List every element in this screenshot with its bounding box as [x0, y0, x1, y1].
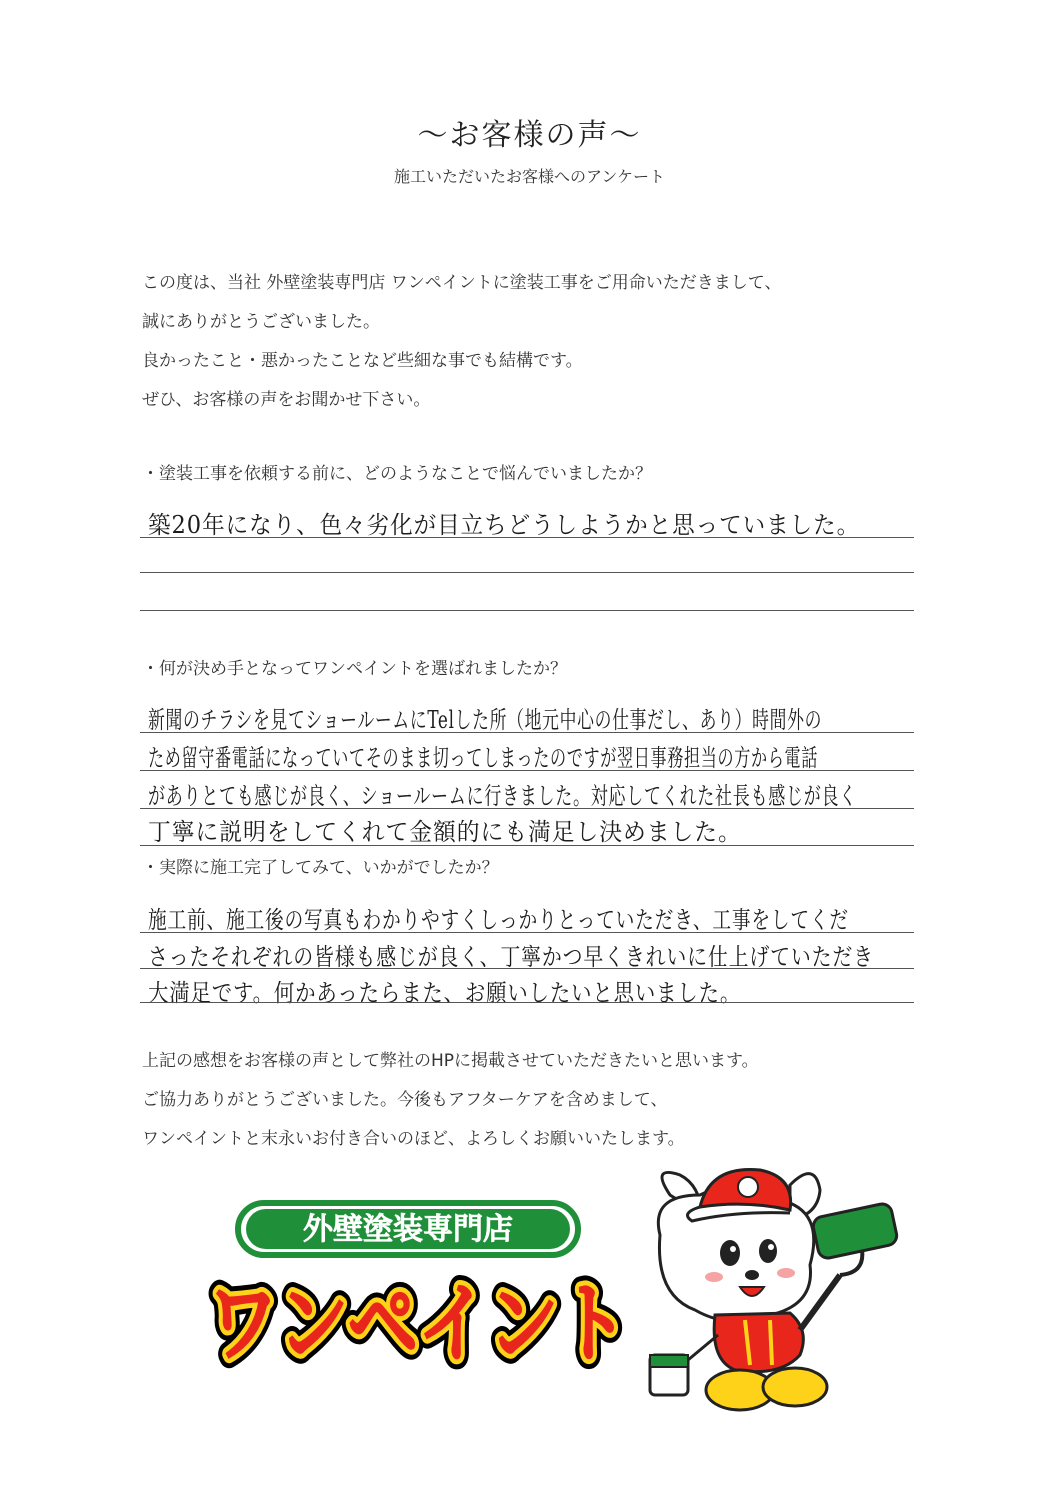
answer-rule: [140, 968, 914, 969]
answer-2-line: がありとても感じが良く、ショールームに行きました。対応してくれた社長も感じが良く: [148, 782, 857, 810]
answer-rule: [140, 1002, 914, 1003]
answer-2-line: 新聞のチラシを見てショールームにTelした所（地元中心の仕事だし、あり）時間外の: [148, 706, 823, 734]
answer-2-line: 丁寧に説明をしてくれて金額的にも満足し決めました。: [148, 818, 742, 846]
answer-rule: [140, 537, 914, 538]
intro-line: ぜひ、お客様の声をお聞かせ下さい。: [142, 390, 431, 410]
answer-rule: [140, 770, 914, 771]
brand-logo: [196, 1195, 636, 1425]
svg-text:ワンペイント: ワンペイント: [208, 1274, 628, 1374]
closing-line: ご協力ありがとうございました。今後もアフターケアを含めまして、: [142, 1090, 668, 1110]
answer-1-line: 築20年になり、色々劣化が目立ちどうしようかと思っていました。: [148, 511, 861, 539]
answer-3-line: 施工前、施工後の写真もわかりやすくしっかりとっていただき、工事をしてくだ: [148, 906, 849, 934]
closing-line: 上記の感想をお客様の声として弊社のHPに掲載させていただきたいと思います。: [142, 1051, 759, 1071]
mascot-dog-illustration: [640, 1155, 900, 1420]
answer-2-line: ため留守番電話になっていてそのまま切ってしまったのですが翌日事務担当の方から電話: [148, 744, 818, 772]
intro-line: 良かったこと・悪かったことなど些細な事でも結構です。: [142, 351, 583, 371]
question-1: ・塗装工事を依頼する前に、どのようなことで悩んでいましたか？: [142, 464, 652, 484]
intro-line: この度は、当社 外壁塗装専門店 ワンペイントに塗装工事をご用命いただきまして、: [142, 273, 782, 293]
answer-rule: [140, 932, 914, 933]
svg-text:ワンペイント: ワンペイント: [208, 1274, 628, 1374]
answer-3-line: さったそれぞれの皆様も感じが良く、丁寧かつ早くきれいに仕上げていただき: [148, 943, 874, 971]
answer-rule: [140, 845, 914, 846]
logo-tagline: 外壁塗装専門店: [303, 1212, 513, 1247]
page-subtitle: 施工いただいたお客様へのアンケート: [393, 167, 666, 186]
logo-name: ワンペイント: [208, 1274, 628, 1374]
question-3: ・実際に施工完了してみて、いかがでしたか？: [142, 858, 499, 878]
answer-rule: [140, 572, 914, 573]
answer-rule: [140, 610, 914, 611]
intro-line: 誠にありがとうございました。: [142, 312, 380, 332]
answer-3-line: 大満足です。何かあったらまた、お願いしたいと思いました。: [148, 979, 742, 1007]
page-title: 〜お客様の声〜: [417, 118, 642, 153]
question-2: ・何が決め手となってワンペイントを選ばれましたか？: [142, 659, 567, 679]
answer-rule: [140, 808, 914, 809]
closing-line: ワンペイントと末永いお付き合いのほど、よろしくお願いいたします。: [142, 1129, 685, 1149]
answer-rule: [140, 732, 914, 733]
